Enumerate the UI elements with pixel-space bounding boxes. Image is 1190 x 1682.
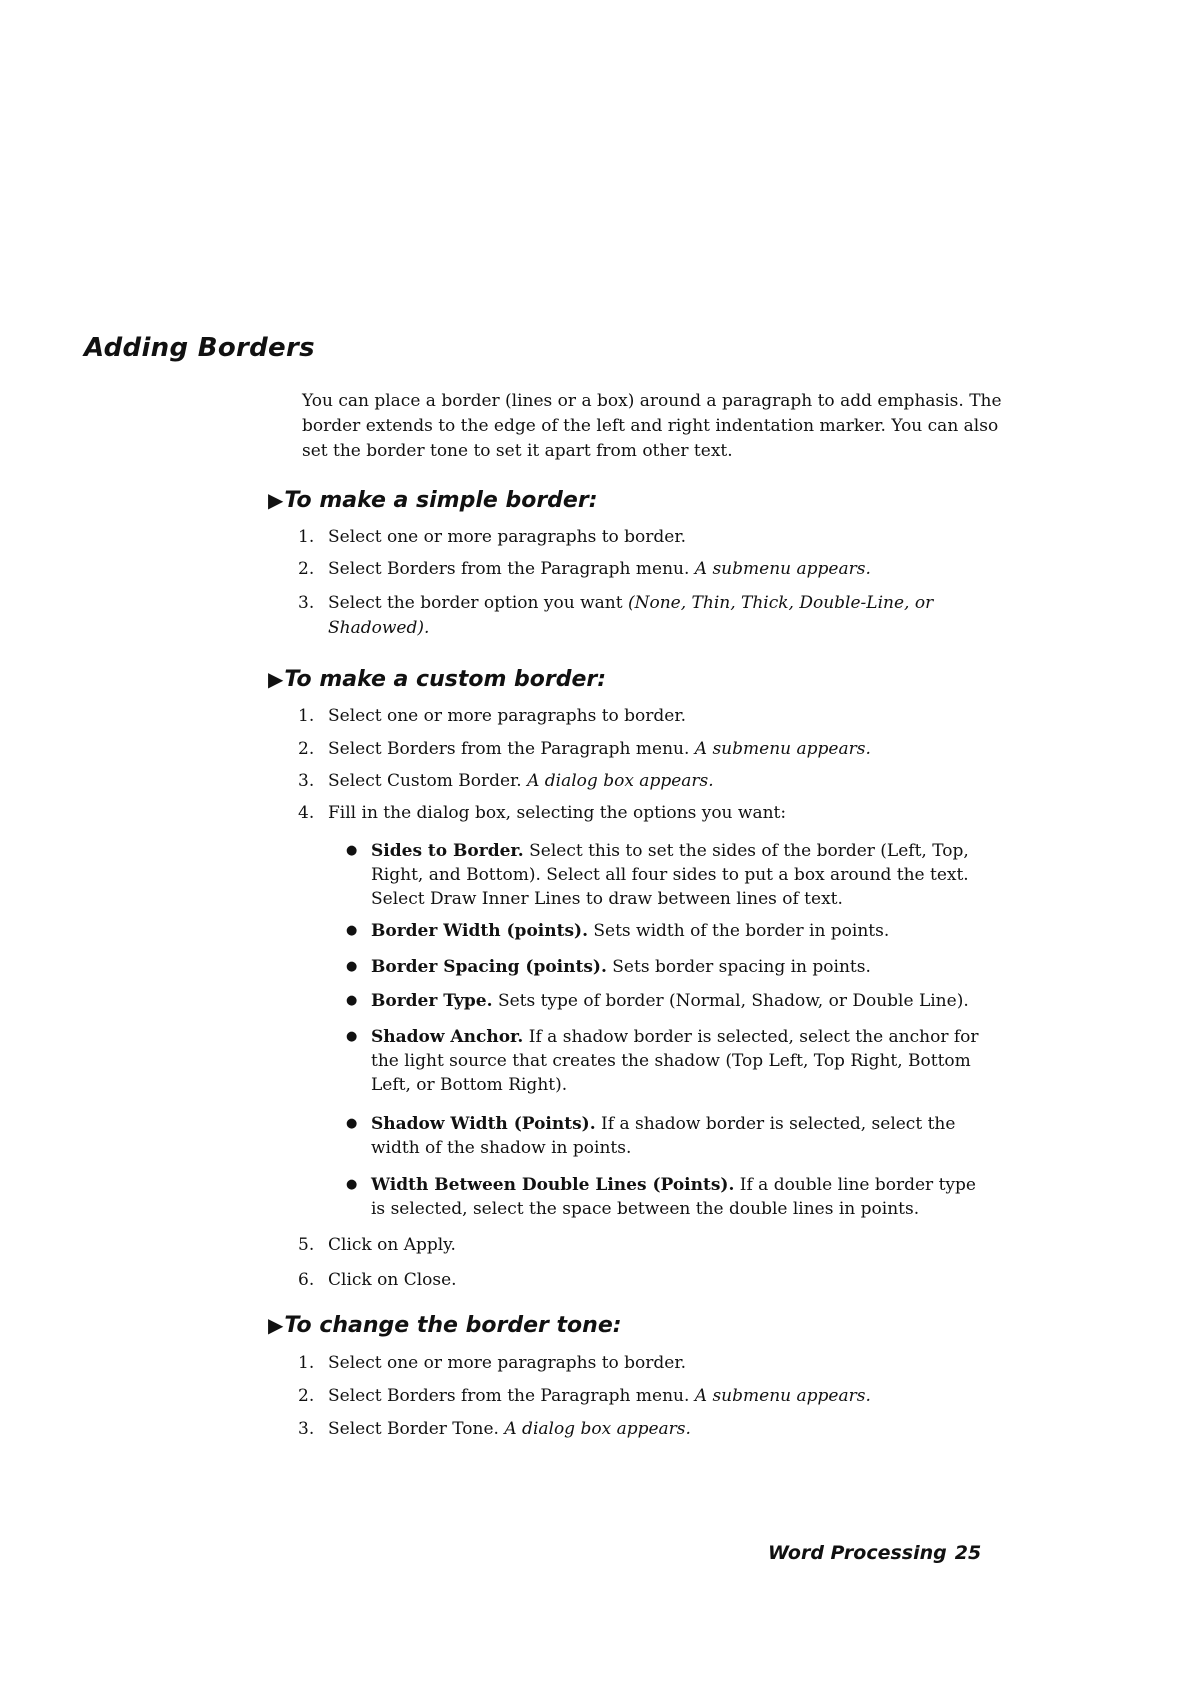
page-title: Adding Borders: [84, 333, 315, 363]
arrow-right-icon: ▶: [268, 1313, 284, 1337]
section-heading-custom-border: ▶To make a custom border:: [268, 667, 607, 692]
arrow-right-icon: ▶: [268, 667, 284, 691]
section-heading-simple-border: ▶To make a simple border:: [268, 488, 598, 513]
footer-section: Word Processing: [768, 1542, 947, 1564]
page-footer: [768, 1542, 981, 1564]
page-number: 25: [954, 1542, 982, 1564]
arrow-right-icon: ▶: [268, 488, 284, 512]
section-heading-border-tone: ▶To change the border tone:: [268, 1313, 622, 1338]
intro-paragraph: You can place a border (lines or a box) around a paragraph to add emphasis. The border extends to the edge of the left and right indentation marker. You can also set the border tone to set it apart from other text.: [302, 391, 1002, 461]
